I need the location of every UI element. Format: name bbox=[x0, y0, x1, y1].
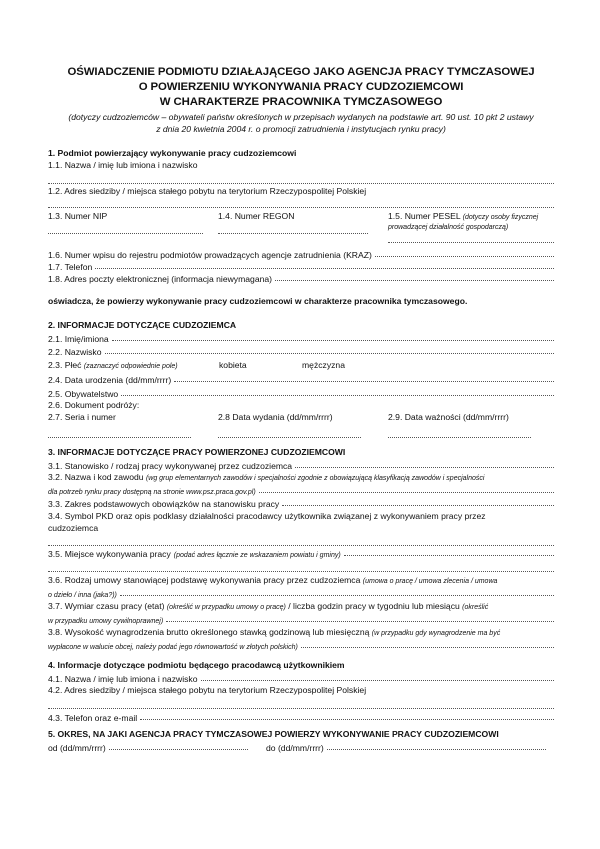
field-1-6-label: 1.6. Numer wpisu do rejestru podmiotów prowadzących agencje zatrudnienia (KRAZ) bbox=[48, 250, 372, 260]
field-1-5-note-2: prowadzącej działalność gospodarczą) bbox=[388, 224, 509, 231]
field-1-8-input[interactable] bbox=[275, 273, 554, 282]
section-1-heading: 1. Podmiot powierzający wykonywanie pracy cudzoziemcowi bbox=[48, 148, 297, 158]
field-2-7-label: 2.7. Seria i numer bbox=[48, 412, 116, 422]
gender-option-male[interactable]: mężczyzna bbox=[302, 360, 345, 370]
field-1-8 bbox=[48, 273, 554, 285]
period-to-label: do (dd/mm/rrrr) bbox=[266, 743, 324, 753]
section-2-heading: 2. INFORMACJE DOTYCZĄCE CUDZOZIEMCA bbox=[48, 320, 237, 330]
field-3-7-label-text: 3.7. Wymiar czasu pracy (etat) bbox=[48, 601, 165, 611]
field-4-1-input[interactable] bbox=[201, 673, 555, 682]
field-2-9-input[interactable] bbox=[388, 437, 531, 438]
field-3-3-label: 3.3. Zakres podstawowych obowiązków na stanowisku pracy bbox=[48, 499, 280, 509]
field-3-8-note: (w przypadku gdy wynagrodzenie ma być bbox=[371, 630, 501, 637]
field-1-6-input[interactable] bbox=[375, 249, 554, 258]
field-2-5 bbox=[48, 388, 554, 400]
form-title-line-1: OŚWIADCZENIE PODMIOTU DZIAŁAJĄCEGO JAKO AGENCJA PRACY TYMCZASOWEJ bbox=[67, 66, 535, 78]
field-4-2-input[interactable] bbox=[48, 708, 554, 709]
field-1-2-input[interactable] bbox=[48, 207, 554, 208]
field-1-5-input[interactable] bbox=[388, 242, 554, 243]
period-to-input[interactable] bbox=[327, 742, 546, 751]
field-1-5-label bbox=[388, 211, 538, 221]
field-3-4-input[interactable] bbox=[48, 545, 554, 546]
field-1-8-label: 1.8. Adres poczty elektronicznej (informacja niewymagana) bbox=[48, 274, 273, 284]
field-4-1 bbox=[48, 673, 554, 685]
field-1-1-input[interactable] bbox=[48, 183, 554, 184]
field-2-4-label: 2.4. Data urodzenia (dd/mm/rrrr) bbox=[48, 375, 172, 385]
field-4-3 bbox=[48, 712, 554, 724]
field-3-6-input[interactable] bbox=[120, 588, 554, 597]
field-3-7-mid: / liczba godzin pracy w tygodniu lub miesiącu bbox=[288, 601, 460, 611]
field-3-6-note: (umowa o pracę / umowa zlecenia / umowa bbox=[362, 578, 498, 585]
field-3-3-input[interactable] bbox=[282, 498, 554, 507]
period-from bbox=[48, 742, 248, 754]
field-3-8-input[interactable] bbox=[301, 640, 554, 649]
field-2-2-input[interactable] bbox=[105, 346, 555, 355]
field-2-7-input[interactable] bbox=[48, 437, 191, 438]
field-1-2-label: 1.2. Adres siedziby / miejsca stałego pobytu na terytorium Rzeczypospolitej Polskiej bbox=[48, 186, 367, 196]
section-5-heading: 5. OKRES, NA JAKI AGENCJA PRACY TYMCZASOWEJ POWIERZY WYKONYWANIE PRACY CUDZOZIEMCOWI bbox=[48, 729, 499, 739]
form-subtitle-line-1: (dotyczy cudzoziemców – obywateli państw określonych w przepisach wydanych na podstawie art. 90 ust. 10 pkt 2 ustawy bbox=[68, 112, 534, 122]
field-3-7-input[interactable] bbox=[166, 614, 554, 623]
field-1-3-input[interactable] bbox=[48, 233, 203, 234]
field-3-2-note-2: dla potrzeb rynku pracy dostępną na stronie www.psz.praca.gov.pl) bbox=[48, 489, 256, 496]
field-3-2-input[interactable] bbox=[259, 485, 554, 494]
field-2-5-input[interactable] bbox=[121, 388, 554, 397]
field-3-6-cont bbox=[48, 588, 554, 601]
form-title-line-3: W CHARAKTERZE PRACOWNIKA TYMCZASOWEGO bbox=[159, 96, 443, 108]
field-2-2-label: 2.2. Nazwisko bbox=[48, 347, 102, 357]
field-3-8-label-text: 3.8. Wysokość wynagrodzenia brutto określonego stawką godzinową lub miesięczną bbox=[48, 627, 370, 637]
field-3-6-label-text: 3.6. Rodzaj umowy stanowiącej podstawę wykonywania pracy przez cudzoziemca bbox=[48, 575, 361, 585]
period-from-input[interactable] bbox=[109, 742, 248, 751]
field-3-1 bbox=[48, 460, 554, 472]
field-3-7-label bbox=[48, 601, 488, 611]
field-2-1-label: 2.1. Imię/imiona bbox=[48, 334, 109, 344]
field-3-2-label-text: 3.2. Nazwa i kod zawodu bbox=[48, 472, 144, 482]
form-subtitle-line-2: z dnia 20 kwietnia 2004 r. o promocji zatrudnienia i instytucjach rynku pracy) bbox=[156, 124, 446, 134]
field-4-3-input[interactable] bbox=[140, 712, 554, 721]
field-3-1-label: 3.1. Stanowisko / rodzaj pracy wykonywanej przez cudzoziemca bbox=[48, 461, 293, 471]
field-2-9-label: 2.9. Data ważności (dd/mm/rrrr) bbox=[388, 412, 509, 422]
field-3-7-note-3: w przypadku umowy cywilnoprawnej) bbox=[48, 618, 164, 625]
field-2-5-label: 2.5. Obywatelstwo bbox=[48, 389, 119, 399]
field-2-3-label-text: 2.3. Płeć bbox=[48, 360, 82, 370]
field-3-1-input[interactable] bbox=[295, 460, 554, 469]
gender-option-female[interactable]: kobieta bbox=[219, 360, 247, 370]
field-3-5-note: (podać adres łącznie ze wskazaniem powiatu i gminy) bbox=[173, 552, 341, 559]
field-3-6-note-2: o dzieło / inna (jaka?)) bbox=[48, 592, 117, 599]
field-3-8-label bbox=[48, 627, 500, 637]
field-3-5-input[interactable] bbox=[344, 548, 554, 557]
field-3-4-label-line-2: cudzoziemca bbox=[48, 523, 99, 533]
field-1-3-label: 1.3. Numer NIP bbox=[48, 211, 108, 221]
field-4-3-label: 4.3. Telefon oraz e-mail bbox=[48, 713, 138, 723]
field-3-6-label bbox=[48, 575, 497, 585]
field-3-7-cont bbox=[48, 614, 554, 627]
field-2-4 bbox=[48, 374, 554, 386]
field-3-2-note: (wg grup elementarnych zawodów i specjalności zgodnie z obowiązującą klasyfikacją zawodów i specjalności bbox=[145, 475, 485, 482]
field-2-8-label: 2.8 Data wydania (dd/mm/rrrr) bbox=[218, 412, 333, 422]
field-2-3-note: (zaznaczyć odpowiednie pole) bbox=[83, 363, 178, 370]
field-2-1-input[interactable] bbox=[112, 333, 554, 342]
field-3-7-note-2: (określić bbox=[462, 604, 489, 611]
section-3-heading: 3. INFORMACJE DOTYCZĄCE PRACY POWIERZONEJ CUDZOZIEMCOWI bbox=[48, 447, 346, 457]
field-3-7-note: (określić w przypadku umowy o pracę) bbox=[166, 604, 286, 611]
field-2-6-label: 2.6. Dokument podróży: bbox=[48, 400, 140, 410]
field-3-2-cont bbox=[48, 485, 554, 498]
field-3-5 bbox=[48, 548, 554, 561]
field-4-1-label: 4.1. Nazwa / imię lub imiona i nazwisko bbox=[48, 674, 198, 684]
field-1-5-note: (dotyczy osoby fizycznej bbox=[462, 214, 539, 221]
field-2-8-input[interactable] bbox=[218, 437, 361, 438]
field-3-4-label-line-1: 3.4. Symbol PKD oraz opis podklasy działalności pracodawcy użytkownika związanej z wykonywaniem pracy przez bbox=[48, 511, 486, 521]
declaration-text: oświadcza, że powierzy wykonywanie pracy cudzoziemcowi w charakterze pracownika tymczasowego. bbox=[48, 296, 468, 306]
period-from-label: od (dd/mm/rrrr) bbox=[48, 743, 106, 753]
field-2-2 bbox=[48, 346, 554, 358]
field-2-4-input[interactable] bbox=[174, 374, 554, 383]
field-1-4-label: 1.4. Numer REGON bbox=[218, 211, 295, 221]
field-3-5-label: 3.5. Miejsce wykonywania pracy bbox=[48, 549, 171, 559]
field-1-6 bbox=[48, 249, 554, 261]
field-3-3 bbox=[48, 498, 554, 510]
field-3-8-note-2: wypłacone w walucie obcej, należy podać jego równowartość w złotych polskich) bbox=[48, 644, 298, 651]
field-3-8-cont bbox=[48, 640, 554, 653]
field-2-3-label bbox=[48, 360, 178, 370]
field-2-1 bbox=[48, 333, 554, 345]
field-1-4-input[interactable] bbox=[218, 233, 368, 234]
field-4-2-label: 4.2. Adres siedziby / miejsca stałego pobytu na terytorium Rzeczypospolitej Polskiej bbox=[48, 685, 367, 695]
field-1-1-label: 1.1. Nazwa / imię lub imiona i nazwisko bbox=[48, 160, 198, 170]
form-title-line-2: O POWIERZENIU WYKONYWANIA PRACY CUDZOZIEMCOWI bbox=[138, 81, 464, 93]
field-1-5-label-text: 1.5. Numer PESEL bbox=[388, 211, 461, 221]
field-3-5-input-line-2[interactable] bbox=[48, 571, 554, 572]
period-to bbox=[266, 742, 546, 754]
field-3-2-label bbox=[48, 472, 484, 482]
field-1-7 bbox=[48, 261, 554, 273]
field-1-7-input[interactable] bbox=[95, 261, 554, 270]
field-1-7-label: 1.7. Telefon bbox=[48, 262, 93, 272]
section-4-heading: 4. Informacje dotyczące podmiotu będącego pracodawcą użytkownikiem bbox=[48, 660, 345, 670]
